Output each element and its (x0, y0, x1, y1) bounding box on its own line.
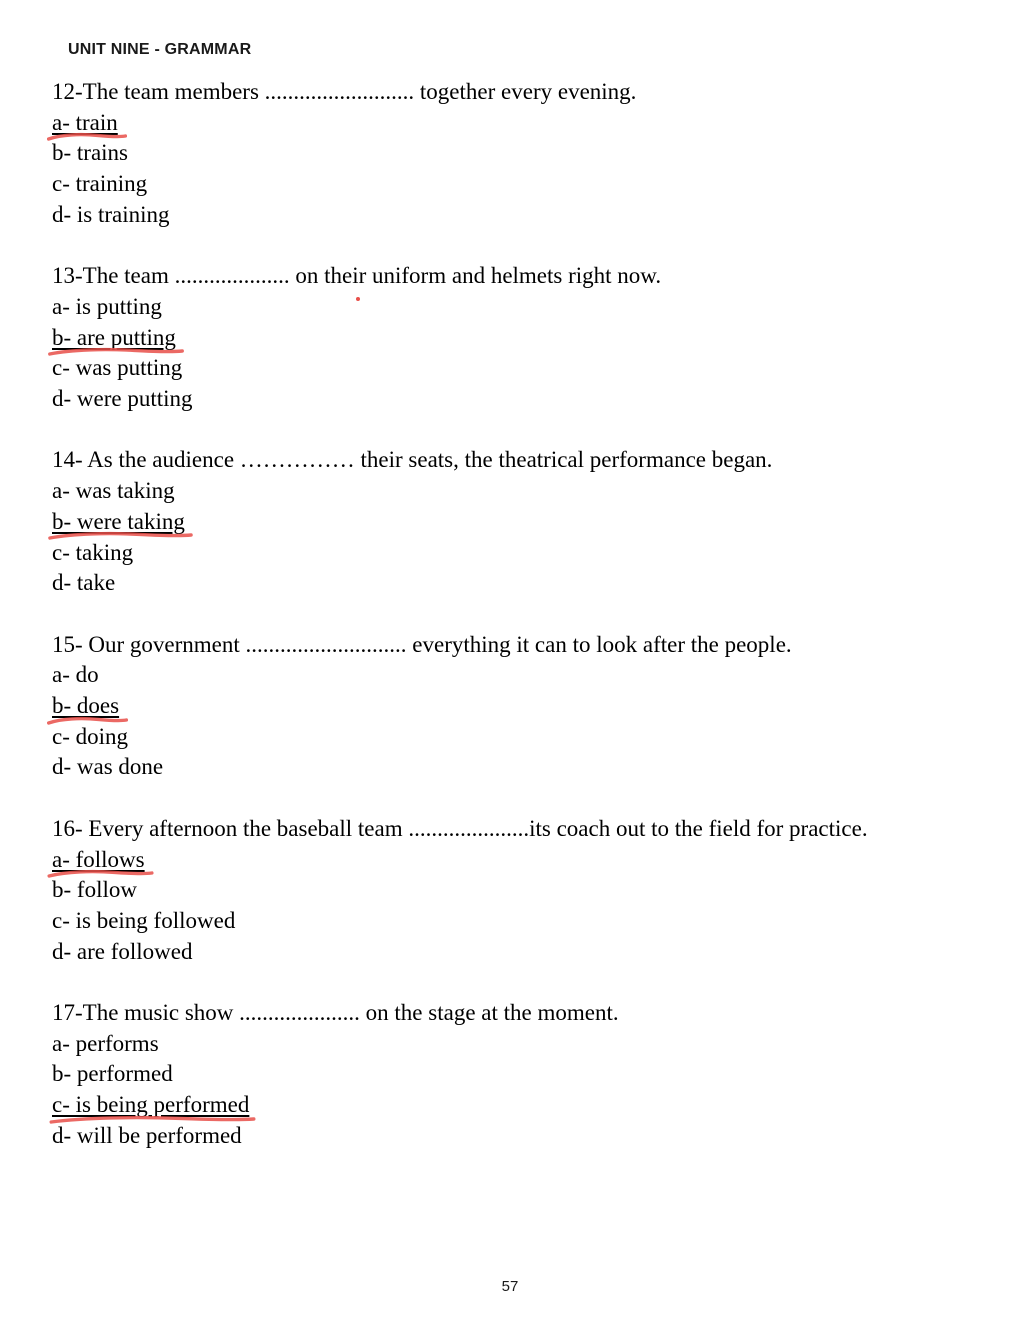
answer-option-label: a- was taking (52, 478, 175, 504)
answer-option (52, 200, 170, 231)
answer-option (52, 875, 137, 906)
answer-option (52, 108, 118, 139)
answer-option (52, 292, 162, 323)
question-prompt: 13-The team .................... on their uniform and helmets right now. (52, 263, 662, 289)
answer-option (52, 568, 115, 599)
answer-option (52, 1090, 249, 1121)
red-dot-mark (356, 297, 360, 301)
answer-option-label: c- is being followed (52, 907, 236, 933)
question-prompt: 17-The music show ..................... on the stage at the moment. (52, 1000, 619, 1026)
questions-list (52, 77, 1000, 1182)
question-prompt: 15- Our government ............................ everything it can to look after the people. (52, 631, 792, 657)
answer-option (52, 1121, 242, 1152)
answer-option-label: b- are putting (52, 324, 176, 350)
question-block-12 (52, 77, 1000, 231)
answer-option (52, 353, 182, 384)
answer-option-label: c- taking (52, 539, 134, 565)
answer-option (52, 660, 99, 691)
answer-option (52, 476, 175, 507)
answer-option-label: d- were putting (52, 386, 193, 412)
answer-option-label: c- doing (52, 723, 129, 749)
question-block-15 (52, 630, 1000, 784)
answer-option-label: a- do (52, 662, 99, 688)
page-number: 57 (501, 1278, 519, 1295)
answer-option-label: d- are followed (52, 938, 193, 964)
answer-option-label: a- train (52, 109, 118, 135)
answer-option (52, 1029, 159, 1060)
answer-option-label: d- was done (52, 754, 164, 780)
question-block-17 (52, 998, 1000, 1152)
answer-option-label: a- performs (52, 1030, 159, 1056)
answer-option (52, 323, 176, 354)
answer-option-label: b- does (52, 693, 120, 719)
answer-option-label: d- is training (52, 201, 170, 227)
question-block-13 (52, 261, 1000, 415)
answer-option (52, 937, 193, 968)
answer-option-label: d- take (52, 570, 116, 596)
page-title: UNIT NINE - GRAMMAR (68, 41, 252, 58)
question-prompt: 12-The team members .......................... together every evening. (52, 79, 637, 104)
answer-option-label: a- follows (52, 846, 145, 872)
answer-option-label: a- is putting (52, 293, 162, 319)
answer-option (52, 507, 185, 538)
answer-option-label: b- trains (52, 140, 129, 166)
answer-option (52, 845, 145, 876)
answer-option-label: b- were taking (52, 508, 185, 534)
answer-option (52, 722, 128, 753)
answer-option (52, 138, 128, 169)
answer-option-label: c- is being performed (52, 1092, 250, 1118)
question-block-14 (52, 445, 1000, 599)
question-prompt: 16- Every afternoon the baseball team .....................its coach out to the field for practice. (52, 815, 868, 841)
answer-option-label: b- follow (52, 877, 137, 903)
answer-option (52, 752, 163, 783)
answer-option (52, 169, 147, 200)
answer-option (52, 691, 119, 722)
answer-option-label: d- will be performed (52, 1122, 242, 1148)
answer-option-label: c- training (52, 171, 148, 197)
answer-option (52, 538, 133, 569)
answer-option (52, 1059, 173, 1090)
answer-option-label: c- was putting (52, 355, 183, 381)
answer-option-label: b- performed (52, 1061, 173, 1087)
answer-option (52, 384, 193, 415)
question-block-16 (52, 814, 1000, 968)
answer-option (52, 906, 235, 937)
question-prompt: 14- As the audience …………… their seats, the theatrical performance began. (52, 447, 773, 473)
